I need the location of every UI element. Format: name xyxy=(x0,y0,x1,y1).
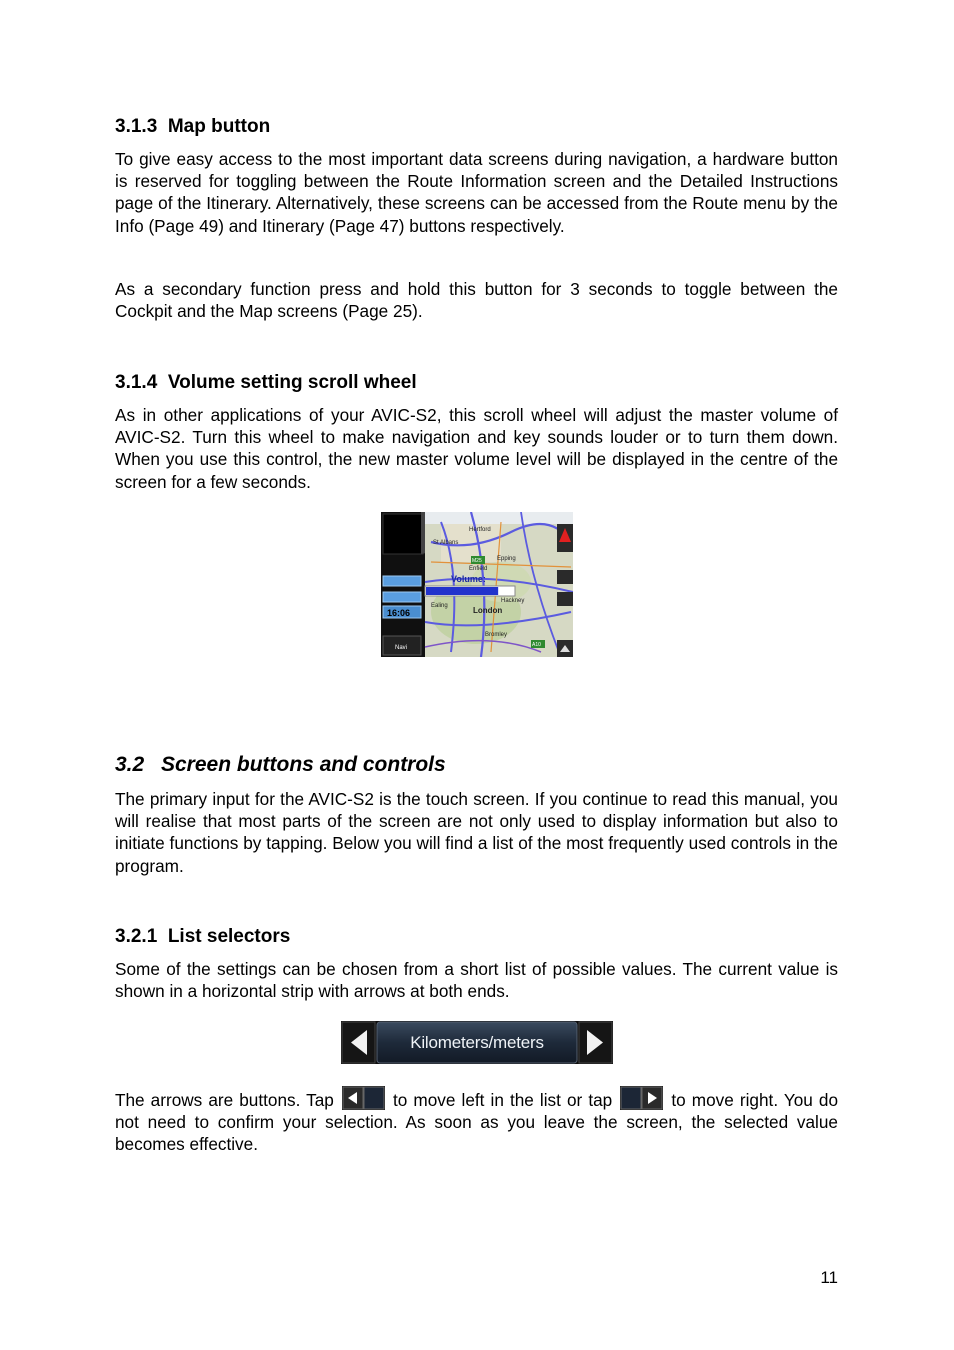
volume-label: Volume: xyxy=(451,574,486,584)
map-graphic xyxy=(381,512,573,657)
list-selector-example xyxy=(341,1021,613,1064)
map-button-paragraph-1: To give easy access to the most important data screens during navigation, a hardware button is reserved for toggling between the Route Information screen and the Detailed Instructions page of the Itinerary. Alternatively, these screens can be accessed from the Route menu by the Info (Page 49) and Itinerary (Page 47) buttons respectively. xyxy=(115,149,838,236)
map-button-paragraph-2: As a secondary function press and hold this button for 3 seconds to toggle between the Cockpit and the Map screens (Page 25). xyxy=(115,279,838,322)
arrow-left-icon[interactable] xyxy=(342,1022,375,1063)
map-label: London xyxy=(473,606,503,615)
clock-display: 16:06 xyxy=(387,608,411,618)
heading-list-selectors xyxy=(115,925,838,949)
navi-menu-button[interactable]: Navi xyxy=(395,645,408,651)
heading-volume-wheel xyxy=(115,371,838,395)
map-label: Bromley xyxy=(485,632,508,638)
section-number: 3.1.3 xyxy=(115,116,158,137)
right-arrow-button-icon xyxy=(620,1086,663,1110)
section-number: 3.1.4 xyxy=(115,372,158,393)
map-label: Hertford xyxy=(469,527,491,533)
map-label: Ealing xyxy=(431,603,448,609)
navigation-screenshot xyxy=(381,512,573,657)
map-label: Epping xyxy=(497,556,516,562)
section-title: Map button xyxy=(167,116,271,137)
list-selectors-paragraph-1: Some of the settings can be chosen from a short list of possible values. The current value is shown in a horizontal strip with arrows at both ends. xyxy=(115,959,838,1002)
heading-screen-buttons xyxy=(115,752,838,778)
arrow-right-icon[interactable] xyxy=(579,1022,612,1063)
map-label: Enfield xyxy=(469,566,488,572)
list-selectors-paragraph-2 xyxy=(115,1086,838,1156)
section-number: 3.2.1 xyxy=(115,926,158,947)
heading-map-button xyxy=(115,115,838,139)
map-label: A10 xyxy=(532,642,541,648)
text-run: to move left in the list or tap xyxy=(393,1090,613,1110)
map-label: St Albans xyxy=(433,540,459,546)
screen-buttons-paragraph-1: The primary input for the AVIC-S2 is the touch screen. If you continue to read this manual, you will realise that most parts of the screen are not only used to display information but also to initiate functions by tapping. Below you will find a list of the most frequently used controls in the program. xyxy=(115,789,838,876)
section-number: 3.2 xyxy=(115,753,145,776)
page-number: 11 xyxy=(820,1268,838,1287)
map-label: M25 xyxy=(472,558,482,564)
left-arrow-button-icon xyxy=(342,1086,385,1110)
section-title: Volume setting scroll wheel xyxy=(167,372,417,393)
list-selector-value: Kilometers/meters xyxy=(410,1033,544,1052)
section-title: List selectors xyxy=(167,926,291,947)
section-title: Screen buttons and controls xyxy=(161,753,446,776)
text-run: The arrows are buttons. Tap xyxy=(115,1090,334,1110)
map-label: Hackney xyxy=(501,598,525,604)
volume-level-bar xyxy=(426,587,498,595)
text-run: to move right. You do not need to confirm your selection. As soon as you leave the screen, the selected value becomes effective. xyxy=(115,1090,839,1155)
volume-wheel-paragraph-1: As in other applications of your AVIC-S2, this scroll wheel will adjust the master volume of AVIC-S2. Turn this wheel to make navigation and key sounds louder or to turn them down. When you use this control, the new master volume level will be displayed in the centre of the screen for a few seconds. xyxy=(115,405,838,492)
